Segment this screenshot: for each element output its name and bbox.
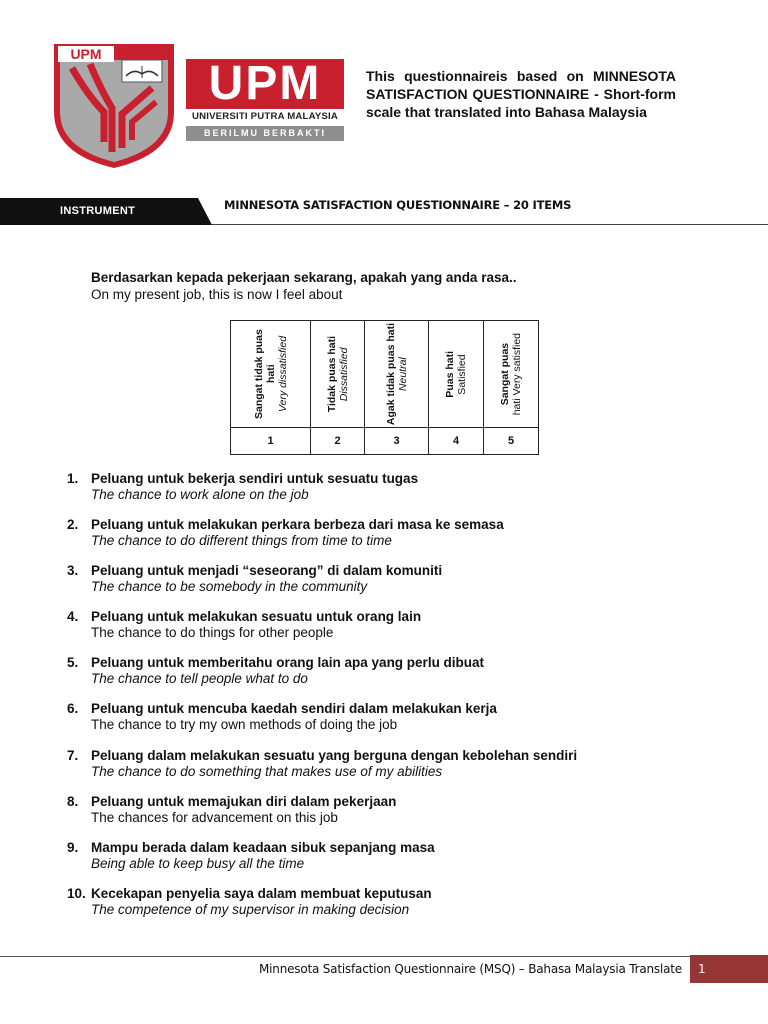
scale-value-4: 4 [429,428,484,455]
rating-scale-table [230,320,539,455]
intro-text: This questionnaireis based on MINNESOTA SATISFACTION QUESTIONNAIRE - Short-form scale that translated into Bahasa Malaysia [366,68,676,120]
question-malay: Peluang untuk bekerja sendiri untuk sesuatu tugas [91,471,419,486]
logo-university-name: UNIVERSITI PUTRA MALAYSIA [191,111,339,122]
scale-header-row [231,321,539,428]
question-english: The chance to do something that makes use of my abilities [91,764,443,779]
question-malay: Peluang untuk memberitahu orang lain apa yang perlu dibuat [91,655,485,670]
question-number: 4. [67,609,79,624]
question-english: The competence of my supervisor in making decision [91,902,410,917]
question-english: The chances for advancement on this job [91,810,338,825]
question-english: The chance to do different things from time to time [91,533,392,548]
footer-title: Minnesota Satisfaction Questionnaire (MSQ) – Bahasa Malaysia Translate [259,962,682,976]
questionnaire-title: MINNESOTA SATISFACTION QUESTIONNAIRE – 20 ITEMS [224,198,572,212]
question-malay: Peluang dalam melakukan sesuatu yang berguna dengan kebolehan sendiri [91,748,578,763]
question-malay: Peluang untuk mencuba kaedah sendiri dalam melakukan kerja [91,701,497,716]
scale-header-cell [231,321,311,428]
question-english: The chance to tell people what to do [91,671,308,686]
question-english: The chance to try my own methods of doing the job [91,717,398,732]
scale-label-english: Neutral [396,357,409,391]
question-number: 7. [67,748,79,763]
footer-divider [0,956,690,957]
logo-motto: BERILMU BERBAKTI [186,126,344,141]
logo-letters: UPM [186,59,344,109]
upm-crest-logo [52,42,176,170]
page-number: 1 [690,955,768,983]
scale-header-cell [429,321,484,428]
question-english: The chance to work alone on the job [91,487,309,502]
question-english: Being able to keep busy all the time [91,856,305,871]
scale-header-cell [311,321,365,428]
question-number: 9. [67,840,79,855]
prompt-malay: Berdasarkan kepada pekerjaan sekarang, apakah yang anda rasa.. [91,270,517,285]
question-malay: Peluang untuk memajukan diri dalam pekerjaan [91,794,397,809]
scale-header-cell [365,321,429,428]
question-english: The chance to be somebody in the community [91,579,368,594]
scale-label-english: hati Very satisfied [511,332,523,416]
question-number: 2. [67,517,79,532]
upm-wordmark [186,59,344,143]
scale-label-english: Dissatisfied [337,347,350,401]
question-english: The chance to do things for other people [91,625,334,640]
question-number: 6. [67,701,79,716]
scale-label-english: Very dissatisfied [276,335,289,413]
question-malay: Peluang untuk melakukan perkara berbeza dari masa ke semasa [91,517,504,532]
scale-header-cell [484,321,539,428]
question-number: 3. [67,563,79,578]
question-number: 1. [67,471,79,486]
question-malay: Peluang untuk menjadi “seseorang” di dalam komuniti [91,563,443,578]
scale-label-malay: Sangat tidak puas hati [252,329,277,419]
question-number: 5. [67,655,79,670]
question-number: 8. [67,794,79,809]
scale-value-2: 2 [311,428,365,455]
scale-value-1: 1 [231,428,311,455]
question-malay: Mampu berada dalam keadaan sibuk sepanjang masa [91,840,435,855]
scale-label-malay: Puas hati [444,350,456,398]
instrument-label: INSTRUMENT [60,205,136,217]
scale-number-row [231,428,539,455]
scale-value-5: 5 [484,428,539,455]
prompt-english: On my present job, this is now I feel about [91,287,343,302]
question-malay: Peluang untuk melakukan sesuatu untuk orang lain [91,609,422,624]
scale-label-malay: Agak tidak puas hati [384,322,397,426]
scale-label-malay: Tidak puas hati [325,335,338,413]
scale-value-3: 3 [365,428,429,455]
question-number: 10. [67,886,86,901]
question-malay: Kecekapan penyelia saya dalam membuat keputusan [91,886,432,901]
scale-label-malay: Sangat puas [499,342,511,406]
crest-tab-text: UPM [70,46,102,62]
scale-label-english: Satisfied [456,353,468,395]
